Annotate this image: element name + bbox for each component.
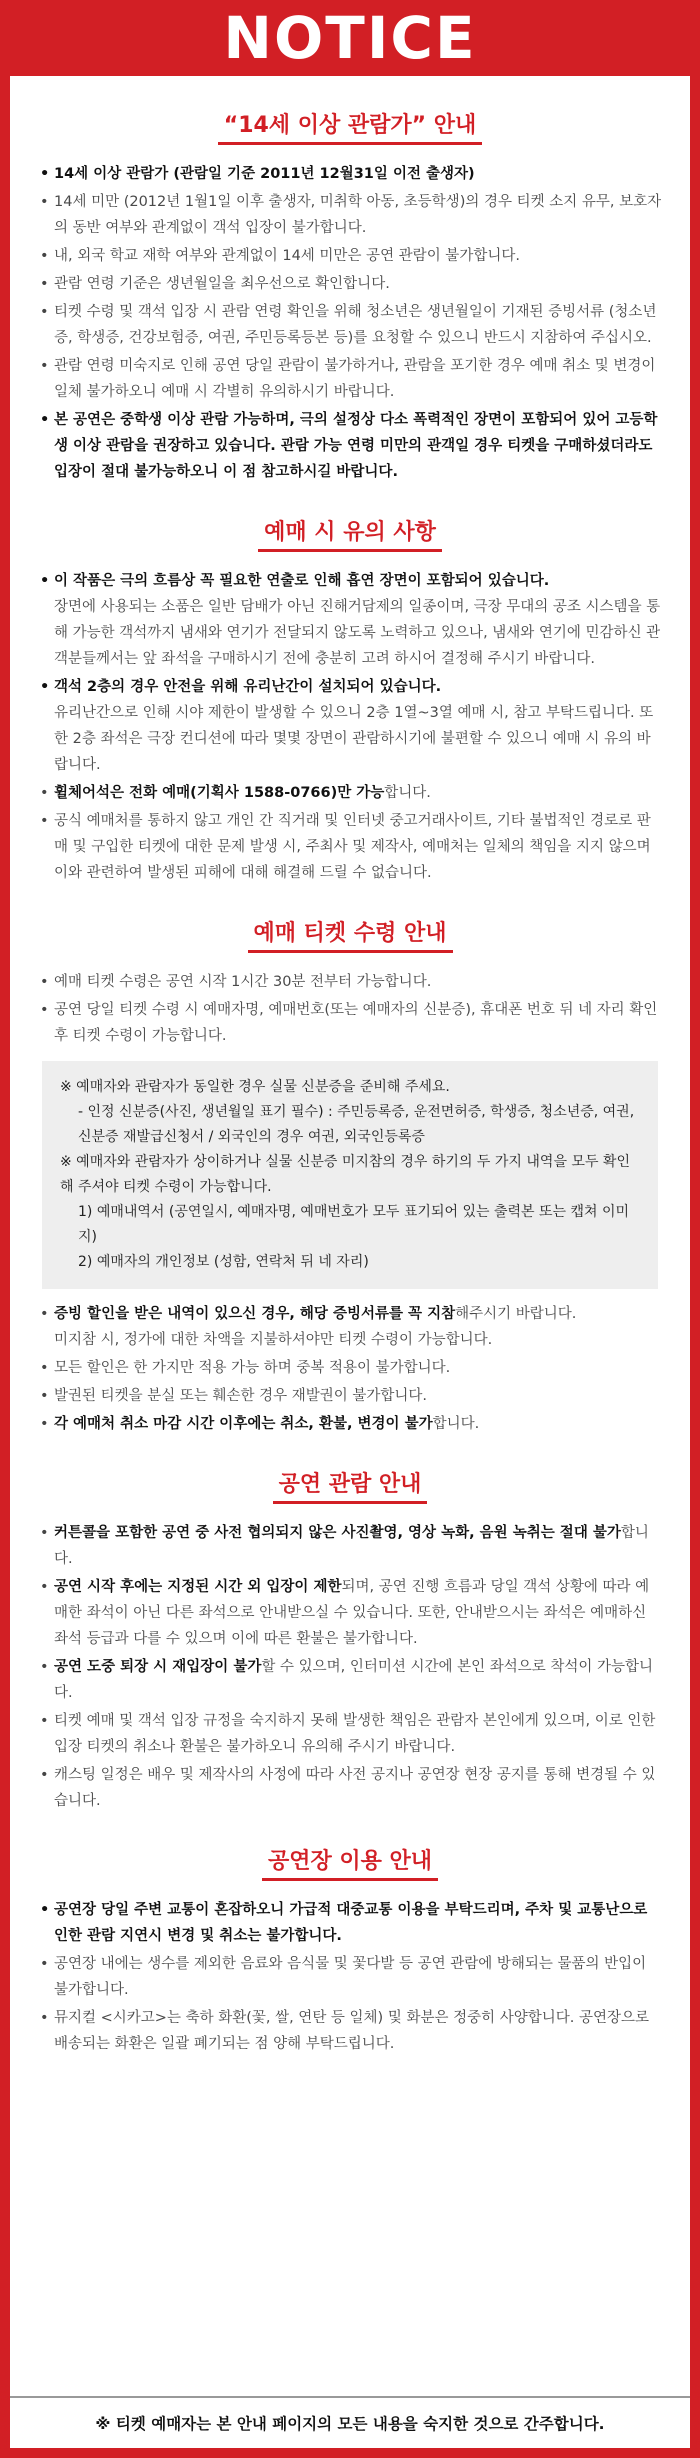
ticket-pickup-list xyxy=(38,969,662,1049)
notice-header xyxy=(0,0,700,76)
section-title-age: “14세 이상 관람가” 안내 xyxy=(38,108,662,145)
list-item: • 티켓 예매 및 객석 입장 규정을 숙지하지 못해 발생한 책임은 관람자 본인에게 있으며, 이로 인한 입장 티켓의 취소나 환불은 불가하오니 유의해 주시기 바랍니다. xyxy=(38,1708,662,1760)
ticket-pickup-list-2 xyxy=(38,1301,662,1437)
list-item: • 휠체어석은 전화 예매(기획사 1588-0766)만 가능합니다. xyxy=(38,780,662,806)
section-title-venue: 공연장 이용 안내 xyxy=(38,1844,662,1881)
list-item: • 공연 시작 후에는 지정된 시간 외 입장이 제한되며, 공연 진행 흐름과 당일 객석 상황에 따라 예매한 좌석이 아닌 다른 좌석으로 안내받으실 수 있습니다. 또한, 안내받으시는 좌석은 예매하신 좌석 등급과 다를 수 있으며 이에 따른 환불은 불가합니다. xyxy=(38,1574,662,1652)
list-item: • 객석 2층의 경우 안전을 위해 유리난간이 설치되어 있습니다. 유리난간으로 인해 시야 제한이 발생할 수 있으니 2층 1열~3열 예매 시, 참고 부탁드립니다. 또한 2층 좌석은 극장 컨디션에 따라 몇몇 장면이 관람하시기에 불편할 수 있으니 예매 시 유의 바랍니다. xyxy=(38,674,662,778)
booking-caution-list xyxy=(38,568,662,886)
list-item: • 공연장 내에는 생수를 제외한 음료와 음식물 및 꽃다발 등 공연 관람에 방해되는 물품의 반입이 불가합니다. xyxy=(38,1951,662,2003)
list-item: • 14세 이상 관람가 (관람일 기준 2011년 12월31일 이전 출생자) xyxy=(38,161,662,187)
section-title-performance: 공연 관람 안내 xyxy=(38,1467,662,1504)
list-item: • 발권된 티켓을 분실 또는 훼손한 경우 재발권이 불가합니다. xyxy=(38,1383,662,1409)
notice-panel xyxy=(10,76,690,2448)
list-item: • 이 작품은 극의 흐름상 꼭 필요한 연출로 인해 흡연 장면이 포함되어 있습니다. 장면에 사용되는 소품은 일반 담배가 아닌 진해거담제의 일종이며, 극장 무대의 공조 시스템을 통해 가능한 객석까지 냄새와 연기가 전달되지 않도록 노력하고 있으나, 냄새와 연기에 민감하신 관객분들께서는 앞 좌석을 구매하시기 전에 충분히 고려 하시어 결정해 주시기 바랍니다. xyxy=(38,568,662,672)
list-item: • 모든 할인은 한 가지만 적용 가능 하며 중복 적용이 불가합니다. xyxy=(38,1355,662,1381)
list-item: • 공연 당일 티켓 수령 시 예매자명, 예매번호(또는 예매자의 신분증), 휴대폰 번호 뒤 네 자리 확인 후 티켓 수령이 가능합니다. xyxy=(38,997,662,1049)
notice-title: NOTICE xyxy=(223,4,477,72)
list-item: • 관람 연령 미숙지로 인해 공연 당일 관람이 불가하거나, 관람을 포기한 경우 예매 취소 및 변경이 일체 불가하오니 예매 시 각별히 유의하시기 바랍니다. xyxy=(38,353,662,405)
list-item: • 증빙 할인을 받은 내역이 있으신 경우, 해당 증빙서류를 꼭 지참해주시기 바랍니다. 미지참 시, 정가에 대한 차액을 지불하셔야만 티켓 수령이 가능합니다. xyxy=(38,1301,662,1353)
list-item: • 커튼콜을 포함한 공연 중 사전 협의되지 않은 사진촬영, 영상 녹화, 음원 녹취는 절대 불가합니다. xyxy=(38,1520,662,1572)
list-item: • 각 예매처 취소 마감 시간 이후에는 취소, 환불, 변경이 불가합니다. xyxy=(38,1411,662,1437)
section-title-ticket-pickup: 예매 티켓 수령 안내 xyxy=(38,916,662,953)
list-item: • 관람 연령 기준은 생년월일을 최우선으로 확인합니다. xyxy=(38,271,662,297)
list-item: • 캐스팅 일정은 배우 및 제작사의 사정에 따라 사전 공지나 공연장 현장 공지를 통해 변경될 수 있습니다. xyxy=(38,1762,662,1814)
list-item: • 공연 도중 퇴장 시 재입장이 불가할 수 있으며, 인터미션 시간에 본인 좌석으로 착석이 가능합니다. xyxy=(38,1654,662,1706)
notice-footer xyxy=(10,2396,690,2448)
list-item: • 티켓 수령 및 객석 입장 시 관람 연령 확인을 위해 청소년은 생년월일이 기재된 증빙서류 (청소년증, 학생증, 건강보험증, 여권, 주민등록등본 등)를 요청할 수 있으니 반드시 지참하여 주십시오. xyxy=(38,299,662,351)
age-notice-list xyxy=(38,161,662,485)
id-requirements-box: ※ 예매자와 관람자가 동일한 경우 실물 신분증을 준비해 주세요. - 인정 신분증(사진, 생년월일 표기 필수) : 주민등록증, 운전면허증, 학생증, 청소년증, 여권, 신분증 재발급신청서 / 외국인의 경우 여권, 외국인등록증 ※ 예매자와 관람자가 상이하거나 실물 신분증 미지참의 경우 하기의 두 가지 내역을 모두 확인해 주셔야 티켓 수령이 가능합니다. 1) 예매내역서 (공연일시, 예매자명, 예매번호가 모두 표기되어 있는 출력본 또는 캡쳐 이미지) 2) 예매자의 개인정보 (성함, 연락처 뒤 네 자리) xyxy=(42,1061,658,1289)
performance-list xyxy=(38,1520,662,1814)
section-title-booking-caution: 예매 시 유의 사항 xyxy=(38,515,662,552)
list-item: • 뮤지컬 <시카고>는 축하 화환(꽃, 쌀, 연탄 등 일체) 및 화분은 정중히 사양합니다. 공연장으로 배송되는 화환은 일괄 폐기되는 점 양해 부탁드립니다. xyxy=(38,2005,662,2057)
list-item: • 예매 티켓 수령은 공연 시작 1시간 30분 전부터 가능합니다. xyxy=(38,969,662,995)
venue-list xyxy=(38,1897,662,2057)
footer-text: ※ 티켓 예매자는 본 안내 페이지의 모든 내용을 숙지한 것으로 간주합니다. xyxy=(95,2415,605,2433)
list-item: • 본 공연은 중학생 이상 관람 가능하며, 극의 설정상 다소 폭력적인 장면이 포함되어 있어 고등학생 이상 관람을 권장하고 있습니다. 관람 가능 연령 미만의 관객일 경우 티켓을 구매하셨더라도 입장이 절대 불가능하오니 이 점 참고하시길 바랍니다. xyxy=(38,407,662,485)
list-item: • 공식 예매처를 통하지 않고 개인 간 직거래 및 인터넷 중고거래사이트, 기타 불법적인 경로로 판매 및 구입한 티켓에 대한 문제 발생 시, 주최사 및 제작사, 예매처는 일체의 책임을 지지 않으며 이와 관련하여 발생된 피해에 대해 해결해 드릴 수 없습니다. xyxy=(38,808,662,886)
list-item: • 내, 외국 학교 재학 여부와 관계없이 14세 미만은 공연 관람이 불가합니다. xyxy=(38,243,662,269)
list-item: • 14세 미만 (2012년 1월1일 이후 출생자, 미취학 아동, 초등학생)의 경우 티켓 소지 유무, 보호자의 동반 여부와 관계없이 객석 입장이 불가합니다. xyxy=(38,189,662,241)
list-item: • 공연장 당일 주변 교통이 혼잡하오니 가급적 대중교통 이용을 부탁드리며, 주차 및 교통난으로 인한 관람 지연시 변경 및 취소는 불가합니다. xyxy=(38,1897,662,1949)
